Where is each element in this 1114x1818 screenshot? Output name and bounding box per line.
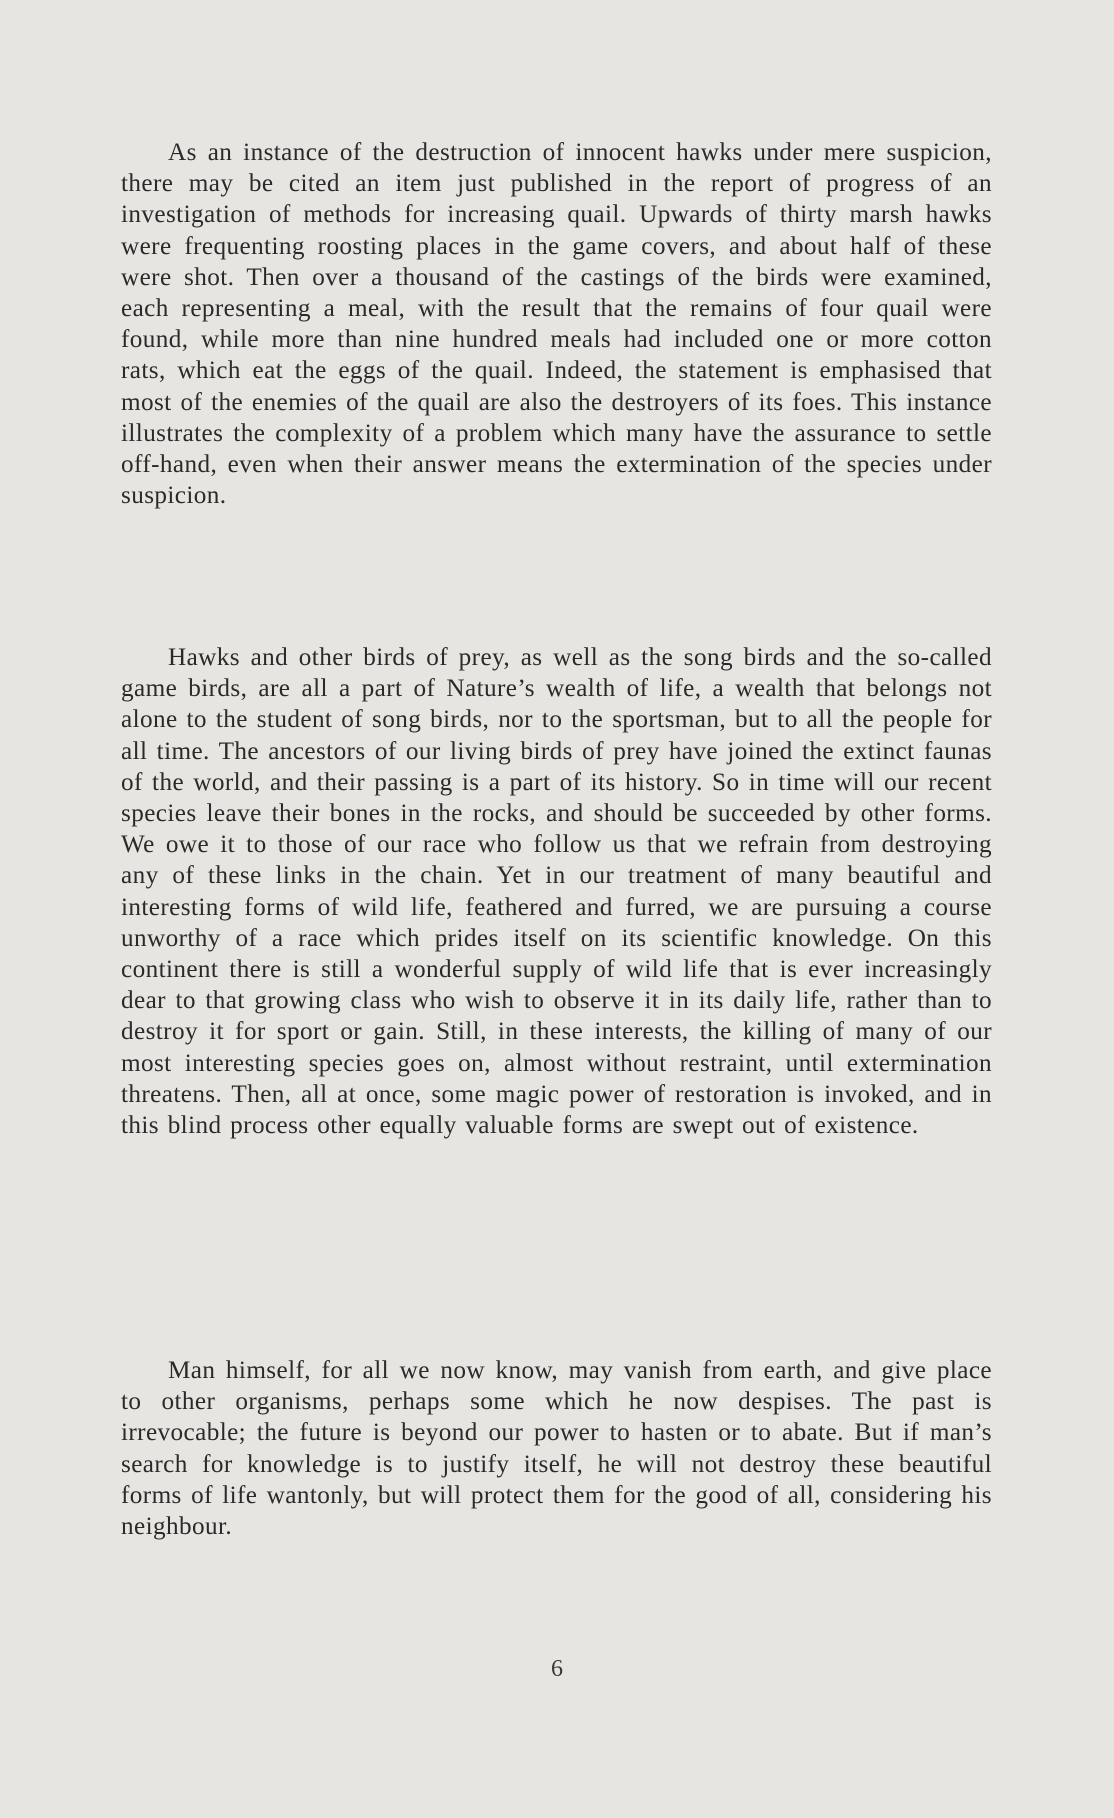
body-paragraph-1: As an instance of the destruction of innocent hawks under mere suspicion, there may be cited an item just published in the report of progress of an investigation of methods for increasing quail. Upwards of thirty marsh hawks were frequenting roosting places in the game covers, and about half of these were shot. Then over a thousand of the castings of the birds were examined, each representing a meal, with the result that the remains of four quail were found, while more than nine hundred meals had included one or more cotton rats, which eat the eggs of the quail. Indeed, the statement is emphasised that most of the enemies of the quail are also the destroyers of its foes. This instance illustrates the complexity of a problem which many have the assurance to settle off-hand, even when their answer means the extermination of the species under suspicion.	[121, 139, 992, 510]
page-number: 6	[551, 1656, 563, 1682]
body-paragraph-3: Man himself, for all we now know, may vanish from earth, and give place to other organisms, perhaps some which he now despises. The past is irrevocable; the future is beyond our power to hasten or to abate. But if man’s search for knowledge is to justify itself, he will not destroy these beautiful forms of life wantonly, but will protect them for the good of all, considering his neighbour.	[121, 1357, 992, 1541]
body-paragraph-2: Hawks and other birds of prey, as well as the song birds and the so-called game birds, are all a part of Nature’s wealth of life, a wealth that belongs not alone to the student of song birds, nor to the sportsman, but to all the people for all time. The ancestors of our living birds of prey have joined the extinct faunas of the world, and their passing is a part of its history. So in time will our recent species leave their bones in the rocks, and should be succeeded by other forms. We owe it to those of our race who follow us that we refrain from destroying any of these links in the chain. Yet in our treatment of many beautiful and interesting forms of wild life, feathered and furred, we are pursuing a course unworthy of a race which prides itself on its scientific knowledge. On this continent there is still a wonderful supply of wild life that is ever increasingly dear to that growing class who wish to observe it in its daily life, rather than to destroy it for sport or gain. Still, in these interests, the killing of many of our most interesting species goes on, almost without restraint, until extermination threatens. Then, all at once, some magic power of restoration is invoked, and in this blind process other equally valuable forms are swept out of existence.	[121, 644, 992, 1140]
